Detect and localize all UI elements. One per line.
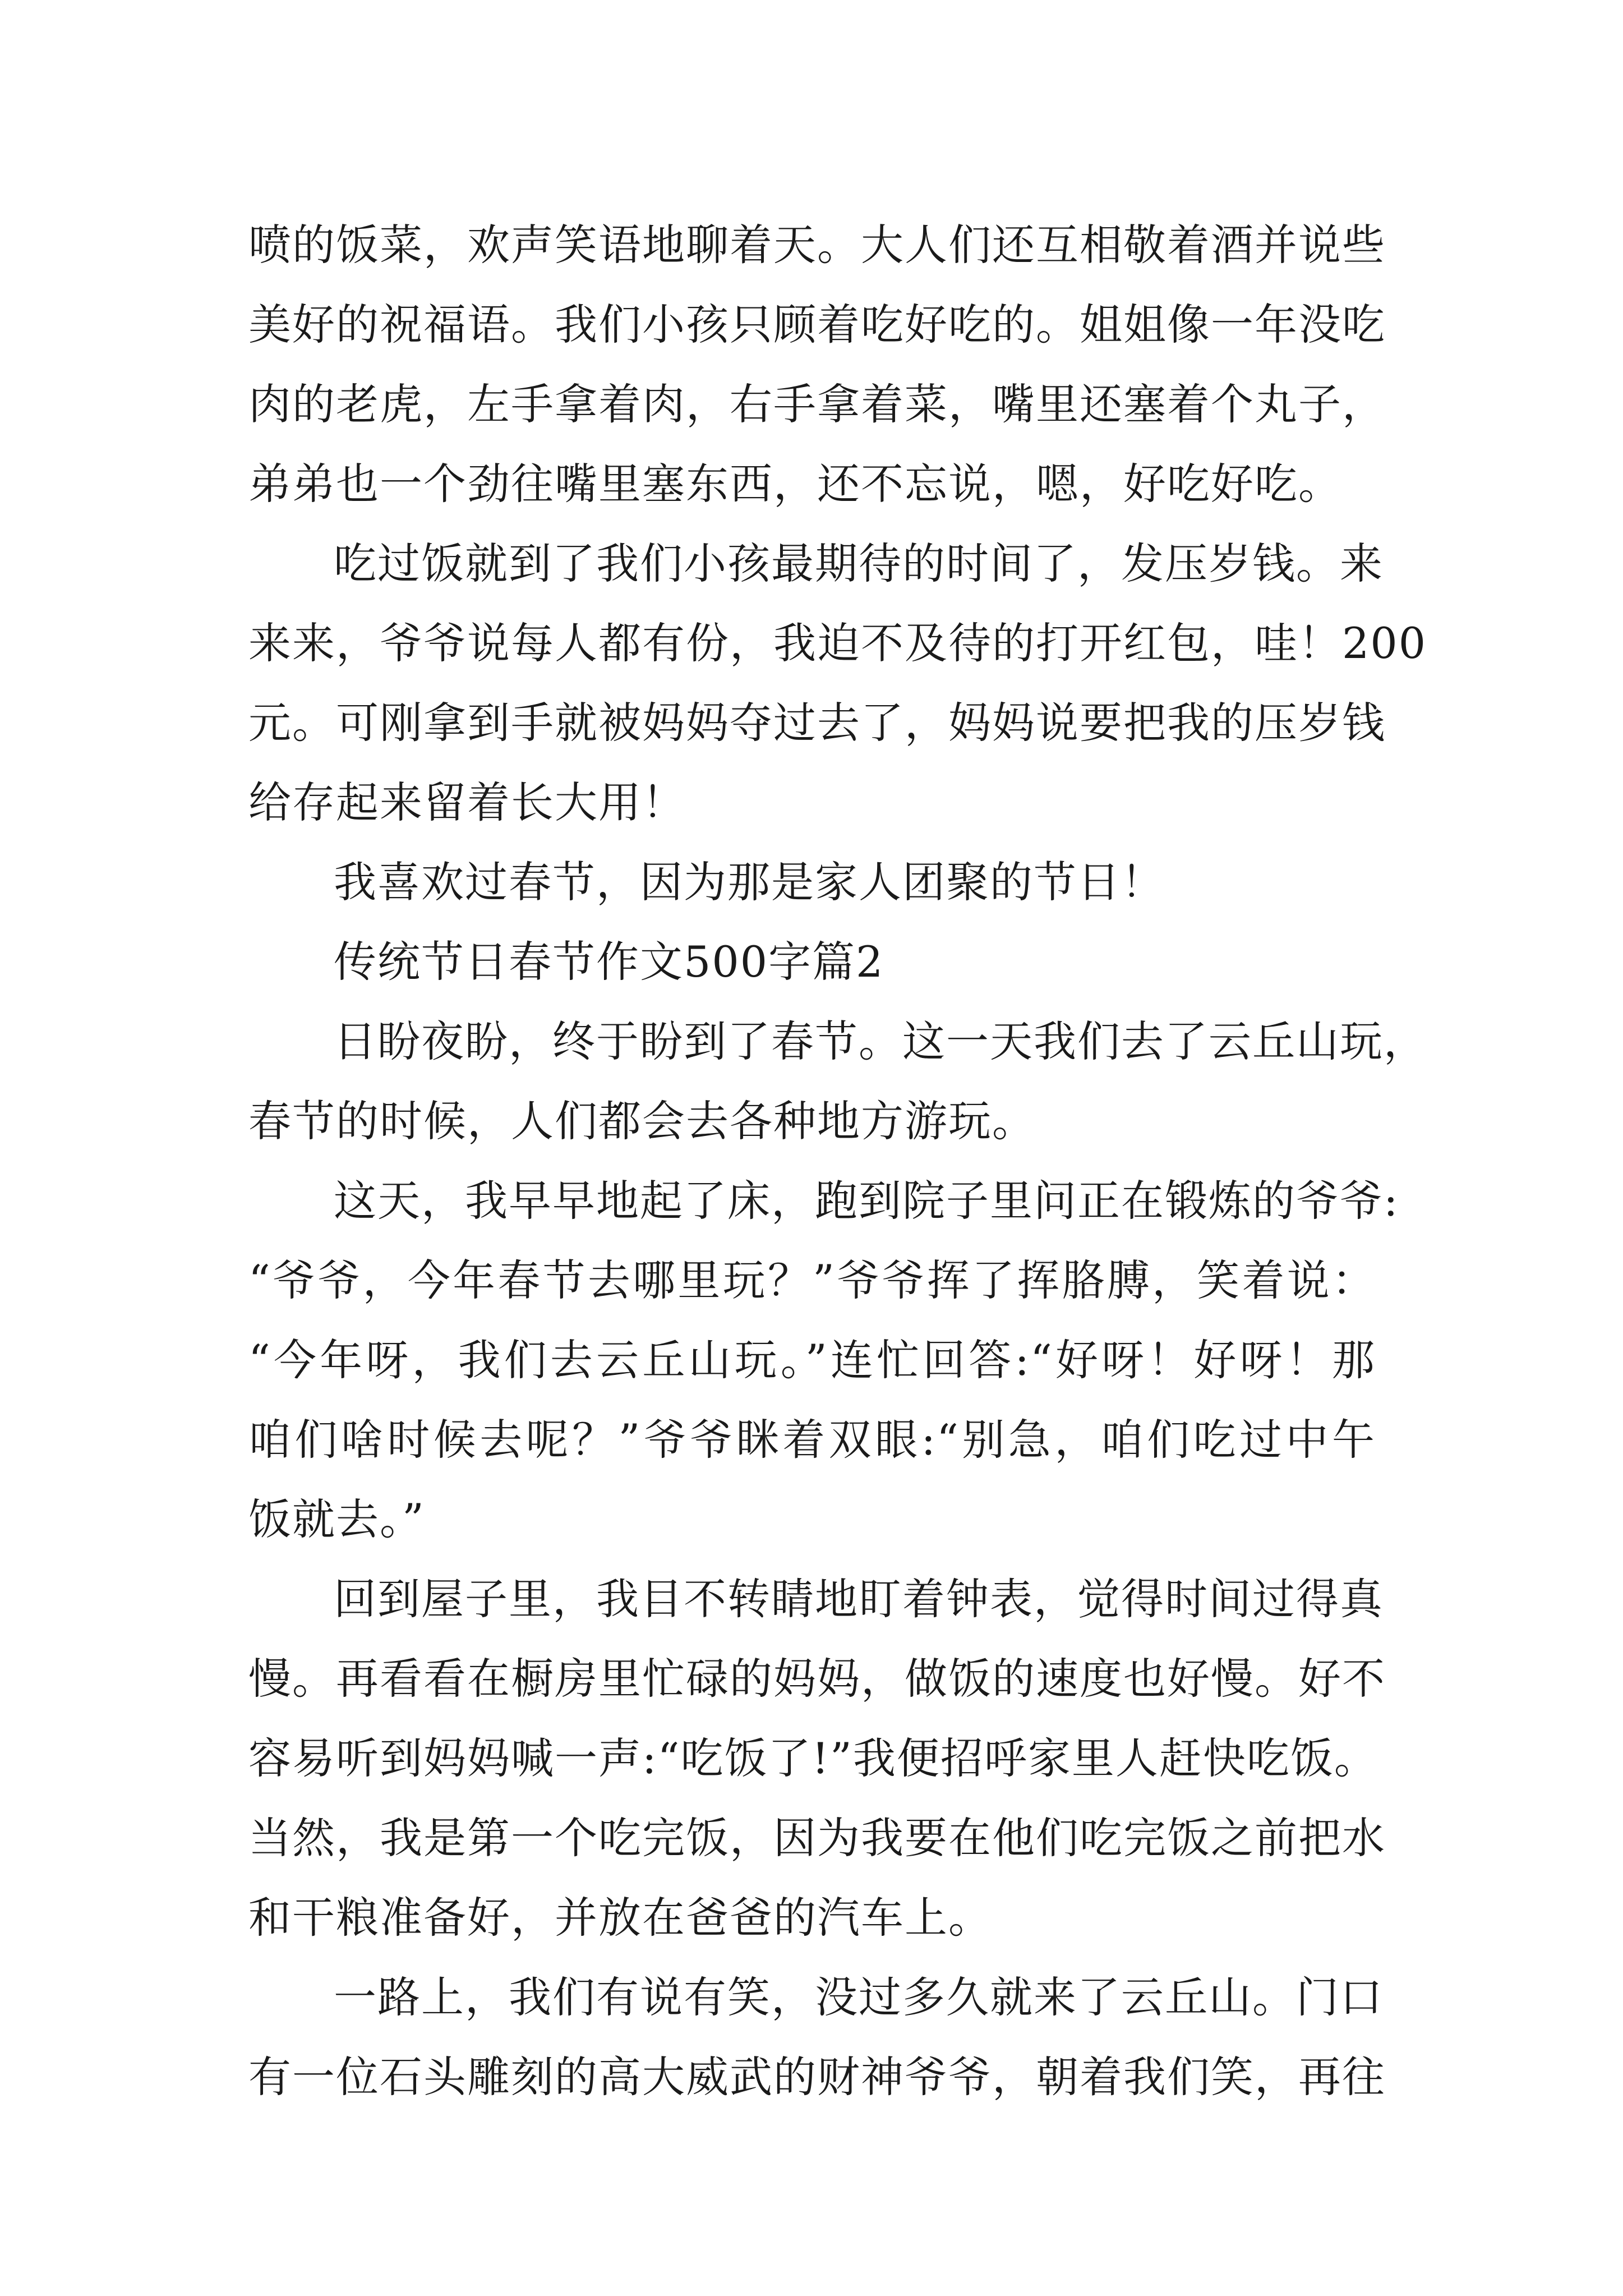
text-line: 回到屋子里，我目不转睛地盯着钟表，觉得时间过得真	[334, 1574, 1384, 1624]
text-line: 当然，我是第一个吃完饭，因为我要在他们吃完饭之前把水	[248, 1813, 1386, 1863]
text-line: 和干粮准备好，并放在爸爸的汽车上。	[248, 1893, 992, 1943]
paragraph	[248, 1958, 1386, 2117]
text-line: “今年呀，我们去云丘山玩。”连忙回答:“好呀！好呀！那	[248, 1335, 1376, 1385]
text-line: 日盼夜盼，终于盼到了春节。这一天我们去了云丘山玩，	[334, 1016, 1427, 1066]
text-line: 吃过饭就到了我们小孩最期待的时间了，发压岁钱。来	[334, 539, 1384, 588]
text-line: 来来，爷爷说每人都有份，我迫不及待的打开红包，哇！200	[248, 618, 1427, 668]
essay-body	[248, 205, 1427, 2117]
text-line: 给存起来留着长大用！	[248, 777, 686, 827]
text-line: 弟弟也一个劲往嘴里塞东西，还不忘说，嗯，好吃好吃。	[248, 459, 1342, 509]
paragraph	[248, 524, 1427, 843]
text-line: “爷爷，今年春节去哪里玩？”爷爷挥了挥胳膊，笑着说：	[248, 1255, 1376, 1305]
text-line: 喷的饭菜，欢声笑语地聊着天。大人们还互相敬着酒并说些	[248, 220, 1386, 270]
text-line: 这天，我早早地起了床，跑到院子里问正在锻炼的爷爷:	[334, 1176, 1399, 1226]
paragraph	[248, 1161, 1399, 1559]
text-line: 慢。再看看在橱房里忙碌的妈妈，做饭的速度也好慢。好不	[248, 1654, 1386, 1704]
text-line: 美好的祝福语。我们小孩只顾着吃好吃的。姐姐像一年没吃	[248, 300, 1386, 349]
text-line: 一路上，我们有说有笑，没过多久就来了云丘山。门口	[334, 1972, 1384, 2022]
text-line: 肉的老虎，左手拿着肉，右手拿着菜，嘴里还塞着个丸子，	[248, 379, 1386, 429]
text-line: 有一位石头雕刻的高大威武的财神爷爷，朝着我们笑，再往	[248, 2052, 1386, 2102]
paragraph	[248, 1559, 1386, 1958]
heading-line: 传统节日春节作文500字篇2	[334, 937, 884, 987]
text-line: 春节的时候，人们都会去各种地方游玩。	[248, 1096, 1036, 1146]
text-line: 饭就去。”	[248, 1494, 425, 1544]
text-line: 容易听到妈妈喊一声:“吃饭了!”我便招呼家里人赶快吃饭。	[248, 1733, 1378, 1783]
section-heading	[248, 922, 1376, 1002]
text-line: 我喜欢过春节，因为那是家人团聚的节日！	[334, 857, 1165, 907]
text-line: 元。可刚拿到手就被妈妈夺过去了，妈妈说要把我的压岁钱	[248, 698, 1386, 748]
paragraph	[248, 1002, 1427, 1161]
paragraph	[248, 205, 1386, 524]
paragraph	[248, 843, 1376, 922]
text-line: 咱们啥时候去呢？”爷爷眯着双眼:“别急，咱们吃过中午	[248, 1415, 1376, 1465]
